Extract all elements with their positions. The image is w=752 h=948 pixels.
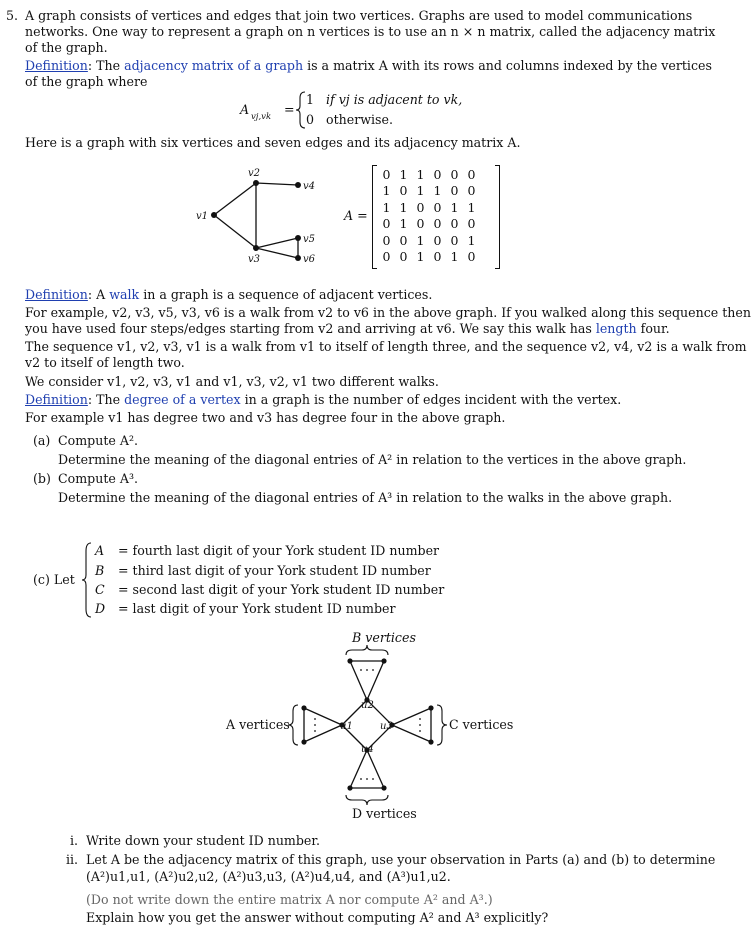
definition-label[interactable]: Definition [25,287,88,302]
part-b-question: Compute A³. [58,471,138,486]
walk-example-line-1: For example, v2, v3, v5, v3, v6 is a walk from v2 to v6 in the above graph. If you walked along this sequence then [25,305,751,320]
matrix-cell: 0 [433,166,442,182]
label-v2: v2 [248,168,261,179]
matrix-cell: 1 [416,166,425,182]
part-a-question: Compute A². [58,433,138,448]
graph-intro: Here is a graph with six vertices and seven edges and its adjacency matrix A. [25,135,521,150]
label-u2: u2 [361,700,374,711]
matrix-row [378,216,480,233]
matrix-cell: 0 [382,216,391,232]
matrix-cell: 1 [467,232,476,248]
sub-ii-line-3: (Do not write down the entire matrix A nor compute A² and A³.) [86,892,493,907]
adjacency-matrix [372,165,500,269]
part-c-label: (c) Let [33,572,75,587]
matrix-row [378,183,480,200]
vertex-v2 [253,180,259,186]
definition-walk: Definition: A walk in a graph is a sequence of adjacent vertices. [25,287,433,302]
var-D: D [95,601,106,616]
matrix-cell: 0 [399,183,408,199]
label-c-vertices: C vertices [449,717,514,732]
matrix-row [378,232,480,249]
def-D: = last digit of your York student ID number [118,601,396,616]
matrix-cell: 0 [467,249,476,265]
sub-ii-line-1: Let A be the adjacency matrix of this graph, use your observation in Parts (a) and (b) to determine [86,852,716,867]
intro-line-3: of the graph. [25,40,108,55]
matrix-cell: 0 [433,232,442,248]
matrix-cell: 0 [450,216,459,232]
matrix-row [378,249,480,266]
matrix-cell: 0 [399,249,408,265]
part-c-brace [80,541,94,619]
matrix-cell: 1 [450,249,459,265]
part-b-label: (b) [33,471,51,486]
term-length[interactable]: length [595,321,637,336]
label-v3: v3 [248,254,261,265]
walk-example-line-4: v2 to itself of length two. [25,355,185,370]
label-d-vertices: D vertices [352,806,417,821]
matrix-cell: 0 [467,216,476,232]
matrix-cell: 0 [450,166,459,182]
cross-graph-diagram [220,625,520,825]
matrix-cell: 1 [399,216,408,232]
matrix-cell: 0 [433,249,442,265]
matrix-cell: 1 [416,249,425,265]
matrix-row [378,166,480,183]
matrix-cell: 0 [433,216,442,232]
matrix-cell: 0 [382,249,391,265]
walk-example-line-3: The sequence v1, v2, v3, v1 is a walk from v1 to itself of length three, and the sequence v2, v4, v2 is a walk from [25,339,747,354]
part-a-label: (a) [33,433,51,448]
var-B: B [95,563,105,578]
matrix-cell: 1 [382,199,391,215]
var-C: C [95,582,105,597]
formula-lhs: A [240,102,250,117]
intro-line-2: networks. One way to represent a graph on n vertices is to use an n × n matrix, called the adjacency matrix [25,24,716,39]
vertex-v1 [211,212,217,218]
sub-ii-line-4: Explain how you get the answer without computing A² and A³ explicitly? [86,910,549,925]
definition-label[interactable]: Definition [25,58,88,73]
definition-label[interactable]: Definition [25,392,88,407]
term-walk[interactable]: walk [109,287,140,302]
sub-i-label: i. [70,833,79,848]
part-a-detail: Determine the meaning of the diagonal entries of A² in relation to the vertices in the above graph. [58,452,687,467]
definition-degree: Definition: The degree of a vertex in a graph is the number of edges incident with the vertex. [25,392,622,407]
matrix-cell: 0 [416,199,425,215]
label-b-vertices: B vertices [352,630,416,645]
label-v6: v6 [303,254,316,265]
term-degree[interactable]: degree of a vertex [124,392,241,407]
matrix-cell: 0 [450,183,459,199]
walk-example-line-5: We consider v1, v2, v3, v1 and v1, v3, v2, v1 two different walks. [25,374,439,389]
sub-ii-line-2: (A²)u1,u1, (A²)u2,u2, (A²)u3,u3, (A²)u4,u4, and (A³)u1,u2. [86,869,451,884]
degree-example: For example v1 has degree two and v3 has degree four in the above graph. [25,410,506,425]
formula-case1-condition: if vj is adjacent to vk, [326,92,463,107]
term-adjacency-matrix[interactable]: adjacency matrix of a graph [124,58,304,73]
formula-case2-value: 0 [306,112,315,127]
label-u4: u4 [361,744,374,755]
formula-case1-value: 1 [306,92,315,107]
var-A: A [95,543,105,558]
label-a-vertices: A vertices [226,717,290,732]
matrix-row [378,199,480,216]
matrix-cell: 1 [382,183,391,199]
formula-subscript: vj,vk [251,112,272,122]
def-C: = second last digit of your York student ID number [118,582,445,597]
def-B: = third last digit of your York student ID number [118,563,431,578]
vertex-v3 [253,245,259,251]
matrix-cell: 0 [416,216,425,232]
matrix-cell: 0 [467,183,476,199]
sub-ii-label: ii. [66,852,79,867]
def-A: = fourth last digit of your York student ID number [118,543,440,558]
vertex-v5 [295,235,301,241]
intro-line-1: A graph consists of vertices and edges that join two vertices. Graphs are used to model communications [25,8,693,23]
six-vertex-graph [190,162,330,272]
walk-example-line-2: you have used four steps/edges starting from v2 and arriving at v6. We say this walk has length four. [25,321,670,336]
matrix-cell: 1 [399,199,408,215]
matrix-cell: 1 [450,199,459,215]
label-v1: v1 [196,211,209,222]
matrix-cell: 1 [416,232,425,248]
sub-i-text: Write down your student ID number. [86,833,321,848]
vertex-v4 [295,182,301,188]
label-u1: u1 [340,721,353,732]
matrix-cell: 0 [382,232,391,248]
matrix-cell: 1 [416,183,425,199]
formula-case2-condition: otherwise. [326,112,393,127]
matrix-cell: 0 [382,166,391,182]
formula-equals: = [284,102,295,117]
matrix-cell: 0 [399,232,408,248]
problem-number: 5. [6,8,19,23]
matrix-cell: 0 [450,232,459,248]
matrix-cell: 0 [467,166,476,182]
part-b-detail: Determine the meaning of the diagonal entries of A³ in relation to the walks in the above graph. [58,490,673,505]
matrix-cell: 1 [467,199,476,215]
definition-adjacency: Definition: The adjacency matrix of a graph is a matrix A with its rows and columns indexed by the vertices [25,58,712,73]
matrix-cell: 1 [433,183,442,199]
matrix-label: A = [344,208,368,223]
vertex-v6 [295,255,301,261]
matrix-cell: 0 [433,199,442,215]
label-v4: v4 [303,181,316,192]
matrix-cell: 1 [399,166,408,182]
definition-adjacency-line2: of the graph where [25,74,148,89]
label-u3: u3 [380,721,393,732]
label-v5: v5 [303,234,316,245]
